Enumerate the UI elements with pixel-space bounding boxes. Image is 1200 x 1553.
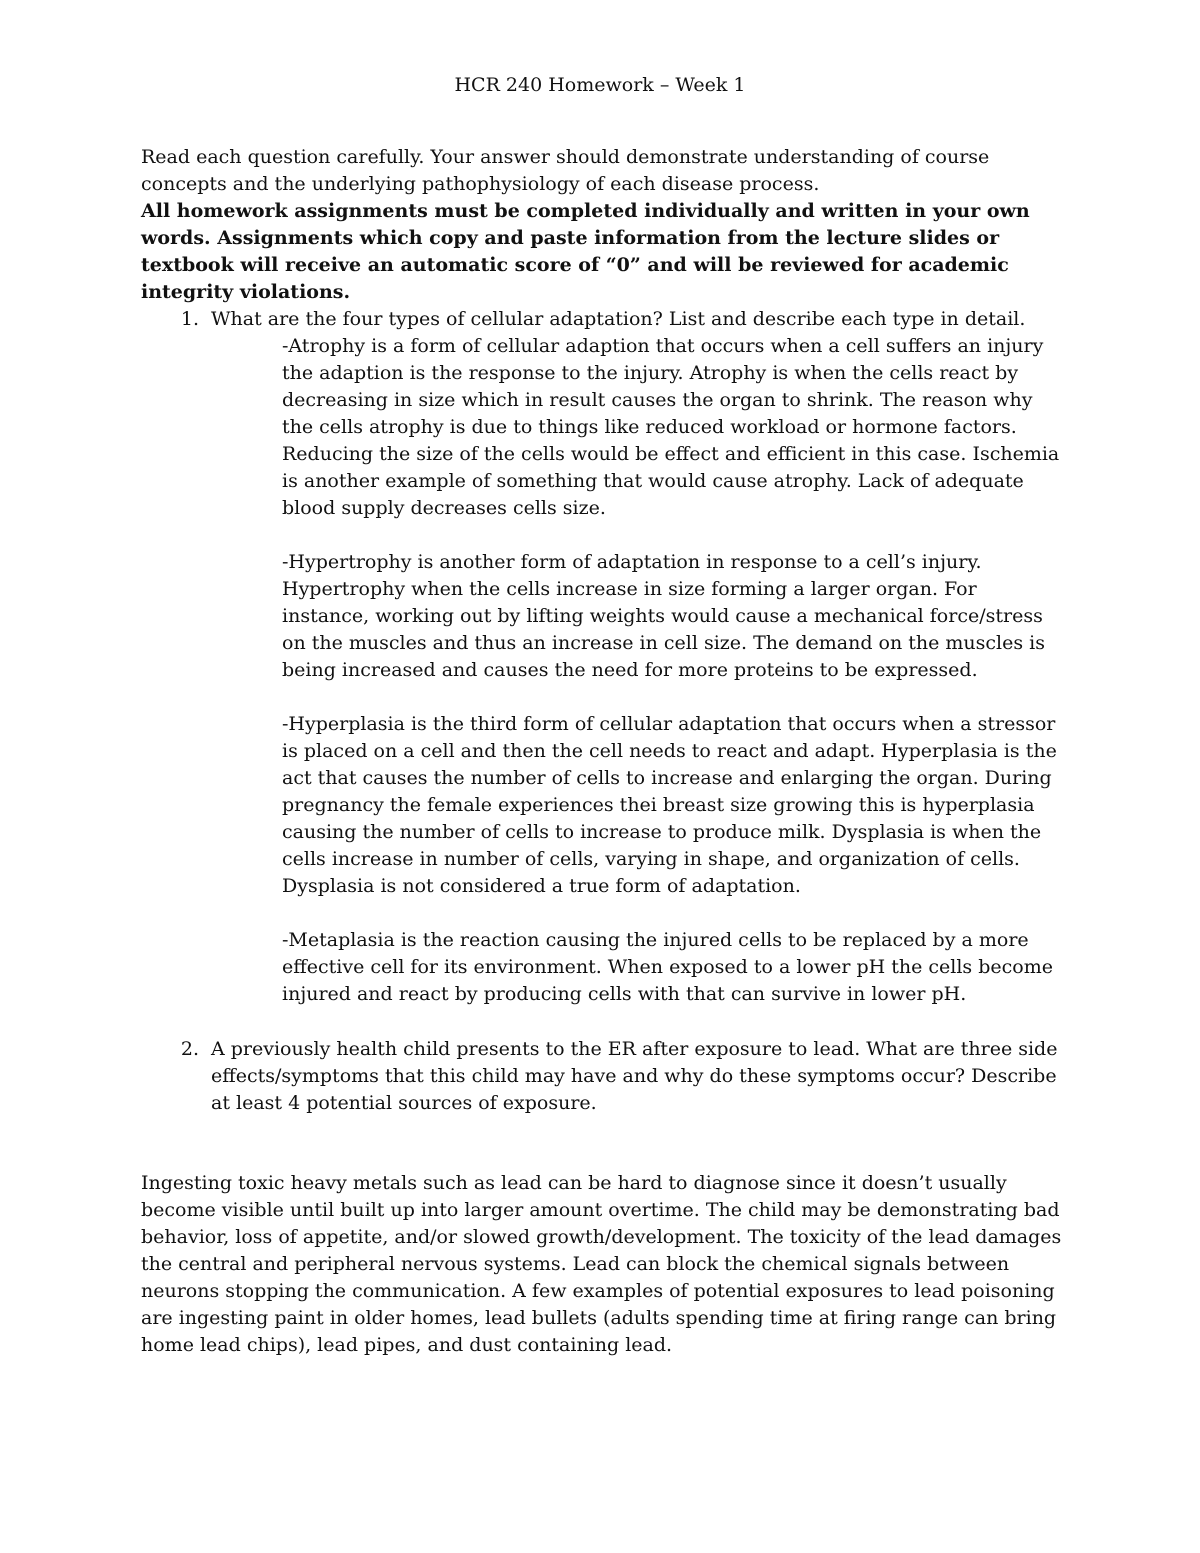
answer-atrophy: -Atrophy is a form of cellular adaption that occurs when a cell suffers an injury the adaption is the response to the injury. Atrophy is when the cells react by decreasing in size which in result causes the organ to shrink. The reason why the cells atrophy is due to things like reduced workload or hormone factors. Reducing the size of the cells would be effect and efficient in this case. Ischemia is another example of something that would cause atrophy. Lack of adequate blood supply decreases cells size.	[282, 335, 1060, 519]
question-number: 2.	[180, 1038, 199, 1060]
answer-metaplasia: -Metaplasia is the reaction causing the injured cells to be replaced by a more effective cell for its environment. When exposed to a lower pH the cells become injured and react by producing cells with that can survive in lower pH.	[282, 929, 1053, 1005]
answer-hyperplasia: -Hyperplasia is the third form of cellular adaptation that occurs when a stressor is placed on a cell and then the cell needs to react and adapt. Hyperplasia is the act that causes the number of cells to increase and enlarging the organ. During pregnancy the female experiences thei breast size growing this is hyperplasia causing the number of cells to increase to produce milk. Dysplasia is when the cells increase in number of cells, varying in shape, and organization of cells. Dysplasia is not considered a true form of adaptation.	[282, 713, 1057, 897]
question-number: 1.	[180, 308, 199, 330]
answer-hypertrophy: -Hypertrophy is another form of adaptation in response to a cell’s injury. Hypertrophy when the cells increase in size forming a larger organ. For instance, working out by lifting weights would cause a mechanical force/stress on the muscles and thus an increase in cell size. The demand on the muscles is being increased and causes the need for more proteins to be expressed.	[282, 551, 1045, 681]
question-1	[141, 306, 1071, 333]
question-2	[141, 1036, 1071, 1117]
page-title: HCR 240 Homework – Week 1	[454, 74, 746, 96]
instructions	[141, 144, 1071, 306]
question-text: A previously health child presents to the ER after exposure to lead. What are three side effects/symptoms that this child may have and why do these symptoms occur? Describe at least 4 potential sources of exposure.	[211, 1038, 1058, 1114]
integrity-warning: All homework assignments must be completed individually and written in your own words. Assignments which copy and paste information from the lecture slides or textbook will receive an automatic score of “0” and will be reviewed for academic integrity violations.	[141, 200, 1030, 303]
answer-lead-exposure: Ingesting toxic heavy metals such as lead can be hard to diagnose since it doesn’t usually become visible until built up into larger amount overtime. The child may be demonstrating bad behavior, loss of appetite, and/or slowed growth/development. The toxicity of the lead damages the central and peripheral nervous systems. Lead can block the chemical signals between neurons stopping the communication. A few examples of potential exposures to lead poisoning are ingesting paint in older homes, lead bullets (adults spending time at firing range can bring home lead chips), lead pipes, and dust containing lead.	[141, 1172, 1062, 1356]
instructions-text: Read each question carefully. Your answer should demonstrate understanding of course concepts and the underlying pathophysiology of each disease process.	[141, 146, 990, 195]
question-text: What are the four types of cellular adaptation? List and describe each type in detail.	[211, 308, 1026, 330]
